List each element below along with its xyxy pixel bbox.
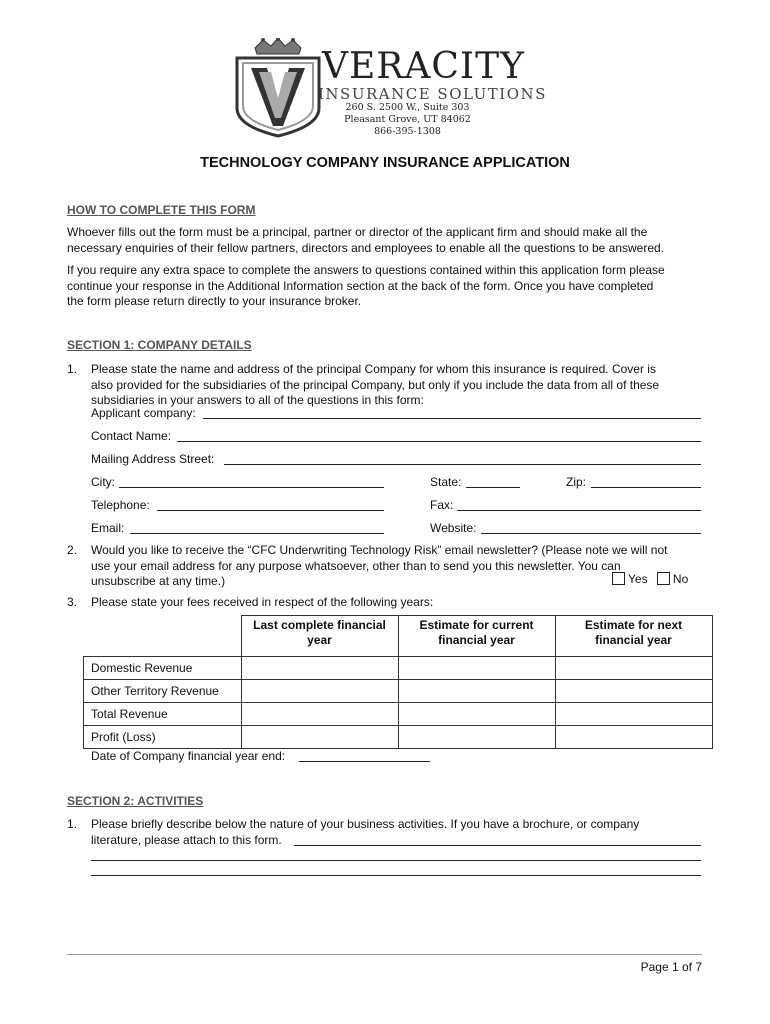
table-row <box>84 680 713 703</box>
table-cell[interactable] <box>555 726 712 749</box>
fax-label: Fax: <box>430 498 454 512</box>
mailing-address-field[interactable] <box>224 464 701 465</box>
activities-answer-line-3[interactable] <box>91 875 701 876</box>
mailing-address-label: Mailing Address Street: <box>91 452 215 466</box>
yes-checkbox[interactable] <box>612 572 625 585</box>
table-row <box>84 657 713 680</box>
q1-text: Please state the name and address of the principal Company for whom this insurance is required. Cover is also provided for the subsidiaries of the principal Company, but only if you include the data from all of these subsidiaries in your answers to all of the questions in this form: <box>91 362 660 407</box>
no-checkbox[interactable] <box>657 572 670 585</box>
how-to-heading: HOW TO COMPLETE THIS FORM <box>67 203 256 217</box>
table-cell[interactable] <box>241 726 398 749</box>
activities-answer-line-2[interactable] <box>91 860 701 861</box>
email-field[interactable] <box>130 533 384 534</box>
company-logo <box>233 38 323 138</box>
contact-name-field[interactable] <box>177 441 701 442</box>
no-label: No <box>672 572 689 586</box>
section2-heading: SECTION 2: ACTIVITIES <box>67 794 204 808</box>
fax-field[interactable] <box>457 510 701 511</box>
how-to-paragraph-2: If you require any extra space to complete the answers to questions contained within this application form please continue your response in the Additional Information section at the back of the form. Once you have completed the form please return directly to your insurance broker. <box>67 263 665 308</box>
header-current-year: Estimate for current financial year <box>398 616 555 657</box>
footer-divider <box>67 954 702 955</box>
contact-name-label: Contact Name: <box>91 429 172 443</box>
how-to-paragraph-1: Whoever fills out the form must be a principal, partner or director of the applicant firm and should make all the necessary enquiries of their fellow partners, directors and employees to enable all the questions to be answered. <box>67 225 665 255</box>
table-cell[interactable] <box>241 680 398 703</box>
q2-number: 2. <box>67 543 78 557</box>
table-row <box>84 703 713 726</box>
table-cell[interactable] <box>555 680 712 703</box>
section1-heading: SECTION 1: COMPANY DETAILS <box>67 338 252 352</box>
q3-number: 3. <box>67 595 78 609</box>
row-label-total-revenue: Total Revenue <box>84 703 242 726</box>
row-label-other-territory-revenue: Other Territory Revenue <box>84 680 242 703</box>
city-label: City: <box>91 475 115 489</box>
applicant-company-field[interactable] <box>203 418 701 419</box>
yes-label: Yes <box>628 572 648 586</box>
applicant-company-label: Applicant company: <box>91 406 196 420</box>
table-cell[interactable] <box>555 703 712 726</box>
q3-text: Please state your fees received in respect of the following years: <box>91 595 434 609</box>
city-field[interactable] <box>119 487 384 488</box>
table-cell[interactable] <box>241 703 398 726</box>
address-line-2: Pleasant Grove, UT 84062 <box>344 114 471 125</box>
table-cell[interactable] <box>241 657 398 680</box>
table-row <box>84 726 713 749</box>
website-label: Website: <box>430 521 477 535</box>
telephone-field[interactable] <box>157 510 384 511</box>
row-label-domestic-revenue: Domestic Revenue <box>84 657 242 680</box>
activities-answer-line-1[interactable] <box>294 845 701 846</box>
year-end-label: Date of Company financial year end: <box>91 749 286 763</box>
company-name: VERACITY <box>322 46 525 87</box>
company-tagline: INSURANCE SOLUTIONS <box>318 85 547 103</box>
table-cell[interactable] <box>555 657 712 680</box>
zip-field[interactable] <box>591 487 701 488</box>
page-number: Page 1 of 7 <box>640 960 702 974</box>
website-field[interactable] <box>481 533 701 534</box>
shield-crown-icon <box>233 38 323 138</box>
header-last-year: Last complete financial year <box>241 616 398 657</box>
header-next-year: Estimate for next financial year <box>555 616 712 657</box>
table-cell[interactable] <box>398 726 555 749</box>
table-cell[interactable] <box>398 703 555 726</box>
year-end-field[interactable] <box>299 761 430 762</box>
table-cell[interactable] <box>398 680 555 703</box>
page-title: TECHNOLOGY COMPANY INSURANCE APPLICATION <box>200 155 570 171</box>
state-label: State: <box>430 475 462 489</box>
q1-number: 1. <box>67 362 78 376</box>
newsletter-options <box>612 572 688 586</box>
email-label: Email: <box>91 521 125 535</box>
s2-q1-text: Please briefly describe below the nature of your business activities. If you have a brochure, or company literature, please attach to this form. <box>91 817 640 847</box>
q2-text: Would you like to receive the “CFC Underwriting Technology Risk” email newsletter? (Please note we will not use your email address for any purpose whatsoever, other than to send you this newsletter. You can unsubscribe at any time.) <box>91 543 668 588</box>
revenue-table <box>83 615 713 749</box>
row-label-profit-loss: Profit (Loss) <box>84 726 242 749</box>
s2-q1-number: 1. <box>67 817 78 831</box>
table-header-row <box>84 616 713 657</box>
address-line-1: 260 S. 2500 W., Suite 303 <box>345 102 470 113</box>
table-cell[interactable] <box>398 657 555 680</box>
zip-label: Zip: <box>566 475 587 489</box>
telephone-label: Telephone: <box>91 498 150 512</box>
phone-number: 866-395-1308 <box>374 126 441 137</box>
state-field[interactable] <box>466 487 520 488</box>
company-address <box>340 102 475 138</box>
